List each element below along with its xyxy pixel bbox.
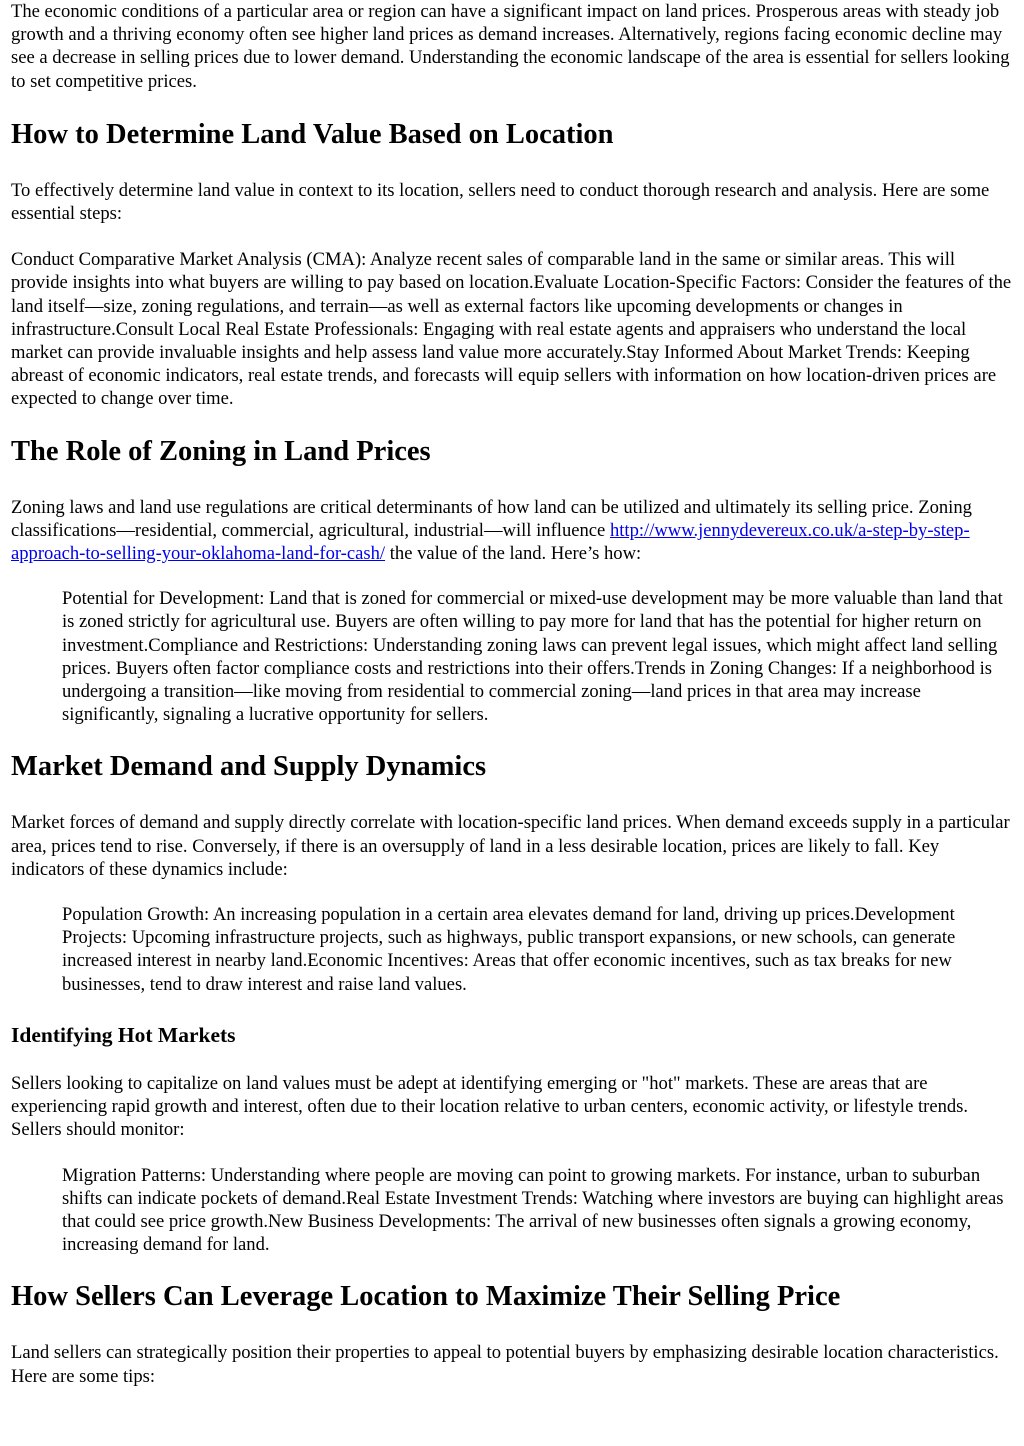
location-steps-paragraph: Conduct Comparative Market Analysis (CMA): Analyze recent sales of comparable land in the same or similar areas. This will provide insights into what buyers are willing to pay based on location.Evaluate Location-Specific Factors: Consider the features of the land itself—size, zoning regulations, and terrain—as well as external factors like upcoming developments or changes in infrastructure.Consult Local Real Estate Professionals: Engaging with real estate agents and appraisers who understand the local market can provide invaluable insights and help assess land value more accurately.Stay Informed About Market Trends: Keeping abreast of economic indicators, real estate trends, and forecasts will equip sellers with information on how location-driven prices are expected to change over time. <box>11 249 1012 410</box>
market-list-block: Population Growth: An increasing population in a certain area elevates demand for land, driving up prices.Development Projects: Upcoming infrastructure projects, such as highways, public transport expansions, or new schools, can generate increased interest in nearby land.Economic Incentives: Areas that offer economic incentives, such as tax breaks for new businesses, tend to draw interest and raise land values. <box>62 904 956 995</box>
zoning-intro-text: Zoning laws and land use regulations are critical determinants of how land can be utilized and ultimately its selling price. Zoning classifications—residential, commercial, agricultural, industrial—will influence <box>11 496 972 541</box>
location-intro-paragraph: To effectively determine land value in context to its location, sellers need to conduct thorough research and analysis. Here are some essential steps: <box>11 179 990 225</box>
hot-markets-list-block: Migration Patterns: Understanding where people are moving can point to growing markets. For instance, urban to suburban shifts can indicate pockets of demand.Real Estate Investment Trends: Watching where investors are buying can highlight areas that could see price growth.New Business Developments: The arrival of new businesses often signals a growing economy, increasing demand for land. <box>62 1164 1004 1256</box>
zoning-list-block: Potential for Development: Land that is zoned for commercial or mixed-use development may be more valuable than land that is zoned strictly for agricultural use. Buyers are often willing to pay more for land that has the potential for higher return on investment.Compliance and Restrictions: Understanding zoning laws can prevent legal issues, which might affect land selling prices. Buyers often factor compliance costs and restrictions into their offers.Trends in Zoning Changes: If a neighborhood is undergoing a transition—like moving from residential to commercial zoning—land prices in that area may increase significantly, signaling a lucrative opportunity for sellers. <box>62 588 1003 726</box>
zoning-intro-paragraph <box>11 496 1016 566</box>
intro-paragraph: The economic conditions of a particular area or region can have a significant impact on land prices. Prosperous areas with steady job growth and a thriving economy often see higher land prices as demand increases. Alternatively, regions facing economic decline may see a decrease in selling prices due to lower demand. Understanding the economic landscape of the area is essential for sellers looking to set competitive prices. <box>11 1 1010 92</box>
heading-land-value-location: How to Determine Land Value Based on Location <box>11 118 614 150</box>
zoning-intro-text-after: the value of the land. Here’s how: <box>385 543 642 565</box>
market-intro-paragraph: Market forces of demand and supply directly correlate with location-specific land prices. When demand exceeds supply in a particular area, prices tend to rise. Conversely, if there is an oversupply of land in a less desirable location, prices are likely to fall. Key indicators of these dynamics include: <box>11 812 1010 880</box>
zoning-article-link[interactable]: http://www.jennydevereux.co.uk/a-step-by-step-approach-to-selling-your-oklahoma-land-for-cash/ <box>11 519 970 565</box>
heading-leverage-location: How Sellers Can Leverage Location to Maximize Their Selling Price <box>11 1281 841 1313</box>
heading-hot-markets: Identifying Hot Markets <box>11 1022 236 1047</box>
heading-market-dynamics: Market Demand and Supply Dynamics <box>11 751 487 783</box>
leverage-intro-paragraph: Land sellers can strategically position their properties to appeal to potential buyers by emphasizing desirable location characteristics. Here are some tips: <box>11 1342 999 1387</box>
heading-zoning: The Role of Zoning in Land Prices <box>11 435 431 467</box>
hot-markets-intro-paragraph: Sellers looking to capitalize on land values must be adept at identifying emerging or "hot" markets. These are areas that are experiencing rapid growth and interest, often due to their location relative to urban centers, economic activity, or lifestyle trends. Sellers should monitor: <box>11 1072 969 1141</box>
